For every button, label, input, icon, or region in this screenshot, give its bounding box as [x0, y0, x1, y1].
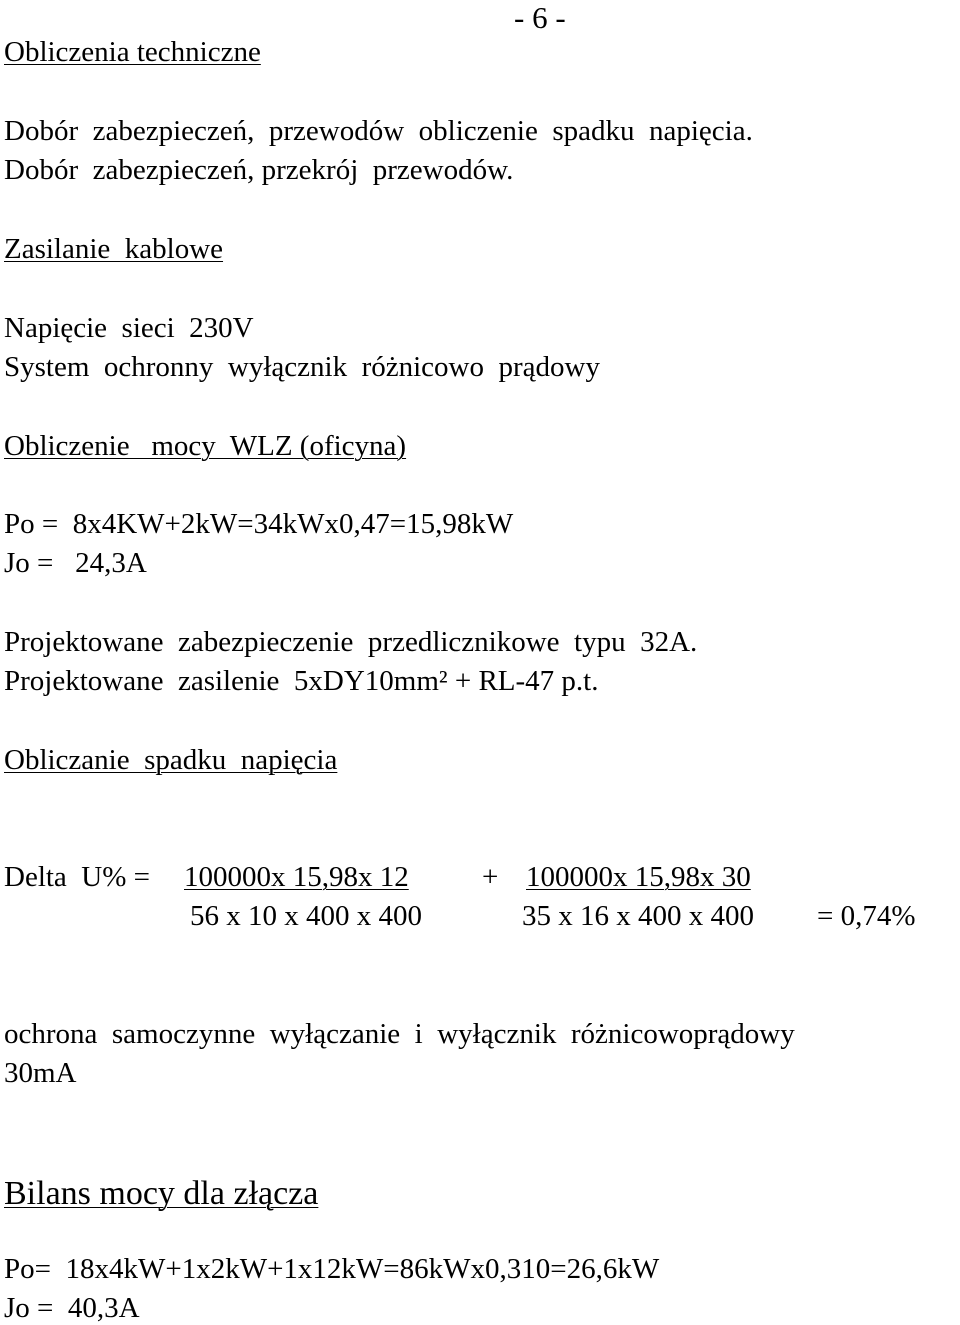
power-calc-po: Po = 8x4KW+2kW=34kWx0,47=15,98kW: [4, 508, 514, 540]
section-title: Obliczenia techniczne: [4, 36, 261, 68]
intro-line-2: Dobór zabezpieczeń, przekrój przewodów.: [4, 154, 514, 186]
balance-po: Po= 18x4kW+1x2kW+1x12kW=86kWx0,310=26,6kW: [4, 1253, 660, 1285]
power-calc-heading: Obliczenie mocy WLZ (oficyna): [4, 430, 407, 462]
design-cable: Projektowane zasilenie 5xDY10mm² + RL-47 p.t.: [4, 665, 599, 697]
power-calc-jo: Jo = 24,3A: [4, 547, 147, 579]
balance-heading: Bilans mocy dla złącza: [4, 1175, 319, 1212]
design-fuse: Projektowane zabezpieczenie przedlicznikowe typu 32A.: [4, 626, 698, 658]
formula-numerator-1: 100000x 15,98x 12: [184, 861, 409, 893]
supply-heading: Zasilanie kablowe: [4, 233, 224, 265]
formula-result: = 0,74%: [817, 900, 916, 932]
formula-plus: +: [482, 861, 499, 893]
formula-denominator-2: 35 x 16 x 400 x 400: [522, 900, 754, 932]
formula-label: Delta U% =: [4, 861, 158, 893]
protection-line-2: 30mA: [4, 1057, 77, 1089]
intro-line-1: Dobór zabezpieczeń, przewodów obliczenie spadku napięcia.: [4, 115, 753, 147]
voltage-drop-heading: Obliczanie spadku napięcia: [4, 744, 338, 776]
supply-voltage: Napięcie sieci 230V: [4, 312, 254, 344]
protection-line-1: ochrona samoczynne wyłączanie i wyłącznik różnicowoprądowy: [4, 1018, 795, 1050]
formula-denominator-1: 56 x 10 x 400 x 400: [190, 900, 422, 932]
formula-numerator-2: 100000x 15,98x 30: [526, 861, 751, 893]
supply-protection-system: System ochronny wyłącznik różnicowo prądowy: [4, 351, 600, 383]
balance-jo: Jo = 40,3A: [4, 1292, 140, 1324]
page-number: - 6 -: [514, 0, 566, 35]
